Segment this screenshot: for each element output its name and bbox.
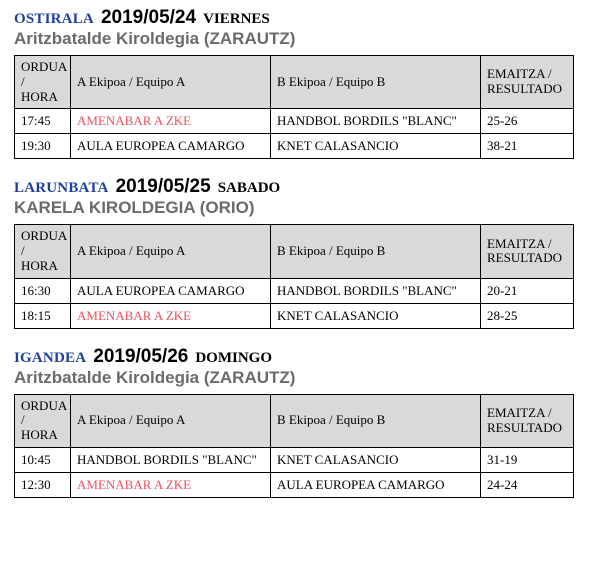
match-time: 17:45	[15, 109, 71, 134]
day-name-basque: LARUNBATA	[14, 180, 109, 197]
column-header-time-line1: ORDUA	[21, 397, 68, 413]
match-time: 19:30	[15, 134, 71, 159]
match-team-b: HANDBOL BORDILS "BLANC"	[271, 278, 481, 303]
schedule-table	[14, 55, 574, 160]
match-result: 20-21	[481, 278, 574, 303]
day-name-spanish: DOMINGO	[195, 349, 273, 366]
column-header-time-line2: / HORA	[21, 412, 58, 443]
match-team-a: AMENABAR A ZKE	[71, 109, 271, 134]
venue-name: Aritzbatalde Kiroldegia (ZARAUTZ)	[14, 367, 296, 387]
column-header-result-line2: RESULTADO	[487, 81, 563, 97]
column-header-time-line1: ORDUA	[21, 228, 68, 244]
column-header-team-a: A Ekipoa / Equipo A	[71, 225, 271, 279]
column-header-result	[481, 225, 574, 279]
column-header-time	[15, 225, 71, 279]
match-result: 28-25	[481, 303, 574, 328]
table-header-row	[15, 394, 574, 448]
match-team-a: AULA EUROPEA CAMARGO	[71, 134, 271, 159]
column-header-time	[15, 394, 71, 448]
day-block	[14, 177, 602, 328]
match-team-a: AMENABAR A ZKE	[71, 303, 271, 328]
match-result: 38-21	[481, 134, 574, 159]
venue-name: Aritzbatalde Kiroldegia (ZARAUTZ)	[14, 28, 296, 48]
column-header-time	[15, 55, 71, 109]
column-header-team-b: B Ekipoa / Equipo B	[271, 55, 481, 109]
table-row	[15, 109, 574, 134]
match-team-b: KNET CALASANCIO	[271, 134, 481, 159]
column-header-result	[481, 55, 574, 109]
table-header-row	[15, 225, 574, 279]
day-name-spanish: VIERNES	[203, 11, 270, 27]
schedule-table	[14, 394, 574, 499]
column-header-team-a: A Ekipoa / Equipo A	[71, 55, 271, 109]
column-header-result-line2: RESULTADO	[487, 250, 563, 266]
day-date: 2019/05/24	[100, 7, 197, 28]
day-name-basque: OSTIRALA	[14, 11, 94, 27]
table-row	[15, 448, 574, 473]
column-header-result-line1: EMAITZA /	[487, 66, 552, 82]
day-name-basque: IGANDEA	[14, 349, 87, 366]
table-row	[15, 303, 574, 328]
day-block	[14, 8, 602, 159]
day-date: 2019/05/25	[115, 176, 211, 198]
column-header-team-b: B Ekipoa / Equipo B	[271, 394, 481, 448]
day-heading	[14, 8, 602, 28]
table-row	[15, 134, 574, 159]
venue-name: KARELA KIROLDEGIA (ORIO)	[14, 198, 255, 218]
column-header-result-line1: EMAITZA /	[487, 235, 552, 251]
column-header-time-line1: ORDUA	[21, 58, 68, 74]
day-heading	[14, 177, 602, 197]
match-time: 10:45	[15, 448, 71, 473]
day-heading	[14, 347, 602, 367]
column-header-time-line2: / HORA	[21, 243, 58, 273]
day-date: 2019/05/26	[93, 345, 189, 367]
match-team-a: AMENABAR A ZKE	[71, 473, 271, 498]
match-time: 16:30	[15, 278, 71, 303]
match-team-b: KNET CALASANCIO	[271, 303, 481, 328]
column-header-result-line2: RESULTADO	[487, 419, 563, 435]
table-row	[15, 278, 574, 303]
match-team-b: AULA EUROPEA CAMARGO	[271, 473, 481, 498]
column-header-result-line1: EMAITZA /	[487, 404, 552, 420]
column-header-time-line2: / HORA	[21, 73, 58, 104]
match-team-b: HANDBOL BORDILS "BLANC"	[271, 109, 481, 134]
match-result: 24-24	[481, 473, 574, 498]
column-header-result	[481, 394, 574, 448]
column-header-team-a: A Ekipoa / Equipo A	[71, 394, 271, 448]
schedule-table	[14, 224, 574, 329]
match-time: 12:30	[15, 473, 71, 498]
match-team-a: AULA EUROPEA CAMARGO	[71, 278, 271, 303]
match-team-b: KNET CALASANCIO	[271, 448, 481, 473]
table-header-row	[15, 55, 574, 109]
match-time: 18:15	[15, 303, 71, 328]
day-block	[14, 347, 602, 498]
match-team-a: HANDBOL BORDILS "BLANC"	[71, 448, 271, 473]
match-result: 31-19	[481, 448, 574, 473]
match-result: 25-26	[481, 109, 574, 134]
column-header-team-b: B Ekipoa / Equipo B	[271, 225, 481, 279]
table-row	[15, 473, 574, 498]
day-name-spanish: SABADO	[217, 180, 281, 197]
